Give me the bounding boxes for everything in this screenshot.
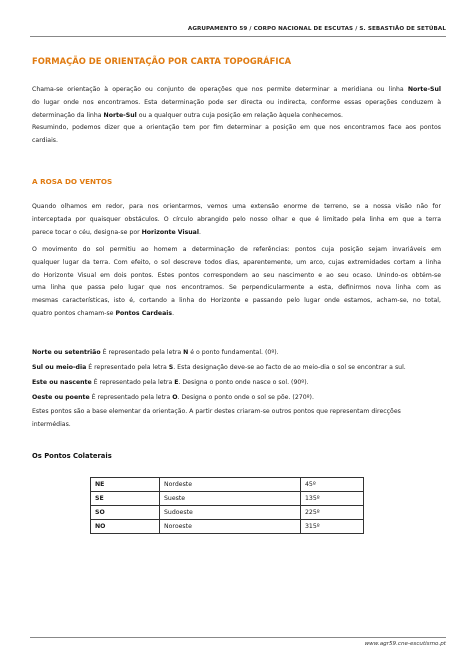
header-divider bbox=[30, 36, 446, 37]
table-cell-abbr: SE bbox=[91, 492, 160, 506]
table-cell-name: Sudoeste bbox=[160, 506, 301, 520]
table-cell-degrees: 315º bbox=[301, 520, 364, 534]
cardinal-item-north: Norte ou setentrião É representado pela letra N é o ponto fundamental. (0º). bbox=[32, 349, 279, 356]
footer-url: www.agr59.cne-escutismo.pt bbox=[364, 641, 446, 647]
colaterais-heading: Os Pontos Colaterais bbox=[32, 452, 112, 460]
colaterais-table bbox=[90, 477, 364, 534]
after-paragraph bbox=[32, 406, 441, 432]
intro-line-3: determinação da linha Norte-Sul ou a qualquer outra cuja posição em relação àquela conhecemos. bbox=[32, 111, 343, 119]
intro-paragraph bbox=[32, 84, 441, 148]
rosa-line: mesmas características, isto é, cortando a linha do Horizonte e passando pelo lugar onde estamos, acham-se, no total, bbox=[32, 297, 441, 305]
table-row bbox=[91, 506, 364, 520]
table-cell-name: Nordeste bbox=[160, 478, 301, 492]
rosa-line: do Horizonte Visual em dois pontos. Estes pontos correspondem ao seu nascimento e ao seu ocaso. Unindo-os obtém-se bbox=[32, 271, 441, 279]
rosa-line: Quando olhamos em redor, para nos orientarmos, vemos uma extensão enorme de terreno, se a nossa visão não for bbox=[32, 203, 441, 210]
cardinal-item-west: Oeste ou poente É representado pela letra O. Designa o ponto onde o sol se põe. (270º). bbox=[32, 394, 314, 401]
page-header: AGRUPAMENTO 59 / CORPO NACIONAL DE ESCUTAS / S. SEBASTIÃO DE SETÚBAL bbox=[187, 26, 446, 32]
after-line-2: intermédias. bbox=[32, 420, 71, 428]
rosa-paragraph-1 bbox=[32, 201, 441, 239]
intro-line-4: Resumindo, podemos dizer que a orientação tem por fim determinar a posição em que nos encontramos face aos pontos bbox=[32, 124, 441, 132]
section-heading-rosa: A ROSA DO VENTOS bbox=[32, 177, 113, 186]
table-cell-abbr: NE bbox=[91, 478, 160, 492]
table-cell-degrees: 135º bbox=[301, 492, 364, 506]
footer-divider bbox=[30, 637, 446, 638]
document-title: FORMAÇÃO DE ORIENTAÇÃO POR CARTA TOPOGRÁFICA bbox=[32, 56, 292, 66]
after-line-1: Estes pontos são a base elementar da orientação. A partir destes criaram-se outros pontos que representam direcções bbox=[32, 408, 401, 415]
cardinal-item-east: Este ou nascente É representado pela letra E. Designa o ponto onde nasce o sol. (90º). bbox=[32, 379, 309, 386]
table-cell-name: Sueste bbox=[160, 492, 301, 506]
intro-line-5: cardiais. bbox=[32, 137, 58, 145]
intro-line-2: do lugar onde nos encontramos. Esta determinação pode ser directa ou indirecta, conforme essas operações conduzem à bbox=[32, 98, 441, 106]
rosa-line: uma linha que passa pelo lugar que nos encontramos. Se perpendicularmente a esta, definirmos nova linha com as bbox=[32, 284, 441, 292]
table-cell-abbr: NO bbox=[91, 520, 160, 534]
rosa-line: quatro pontos chamam-se Pontos Cardeais. bbox=[32, 309, 175, 317]
table-row bbox=[91, 520, 364, 534]
rosa-line: qualquer lugar da terra. Com efeito, o sol descreve todos dias, aparentemente, um arco, cujas extremidades cortam a linha bbox=[32, 258, 441, 266]
table-cell-degrees: 225º bbox=[301, 506, 364, 520]
cardinal-item-south: Sul ou meio-dia É representado pela letra S. Esta designação deve-se ao facto de ao meio-dia o sol se encontrar a sul. bbox=[32, 364, 406, 371]
table-cell-name: Noroeste bbox=[160, 520, 301, 534]
rosa-line: O movimento do sol permitiu ao homem a determinação de referências: pontos cuja posição sejam invariáveis em bbox=[32, 246, 441, 253]
rosa-paragraph-2 bbox=[32, 244, 441, 321]
intro-line-1: Chama-se orientação à operação ou conjunto de operações que nos permite determinar a meridiana ou linha Norte-Sul bbox=[32, 86, 441, 93]
rosa-line: interceptada por quaisquer obstáculos. O círculo abrangido pelo nosso olhar e que é limitado pela linha em que a terra bbox=[32, 215, 441, 223]
cardinal-points-list bbox=[32, 345, 441, 405]
table-cell-abbr: SO bbox=[91, 506, 160, 520]
table-cell-degrees: 45º bbox=[301, 478, 364, 492]
table-row bbox=[91, 492, 364, 506]
rosa-line: parece tocar o céu, designa-se por Horizonte Visual. bbox=[32, 228, 201, 236]
table-row bbox=[91, 478, 364, 492]
